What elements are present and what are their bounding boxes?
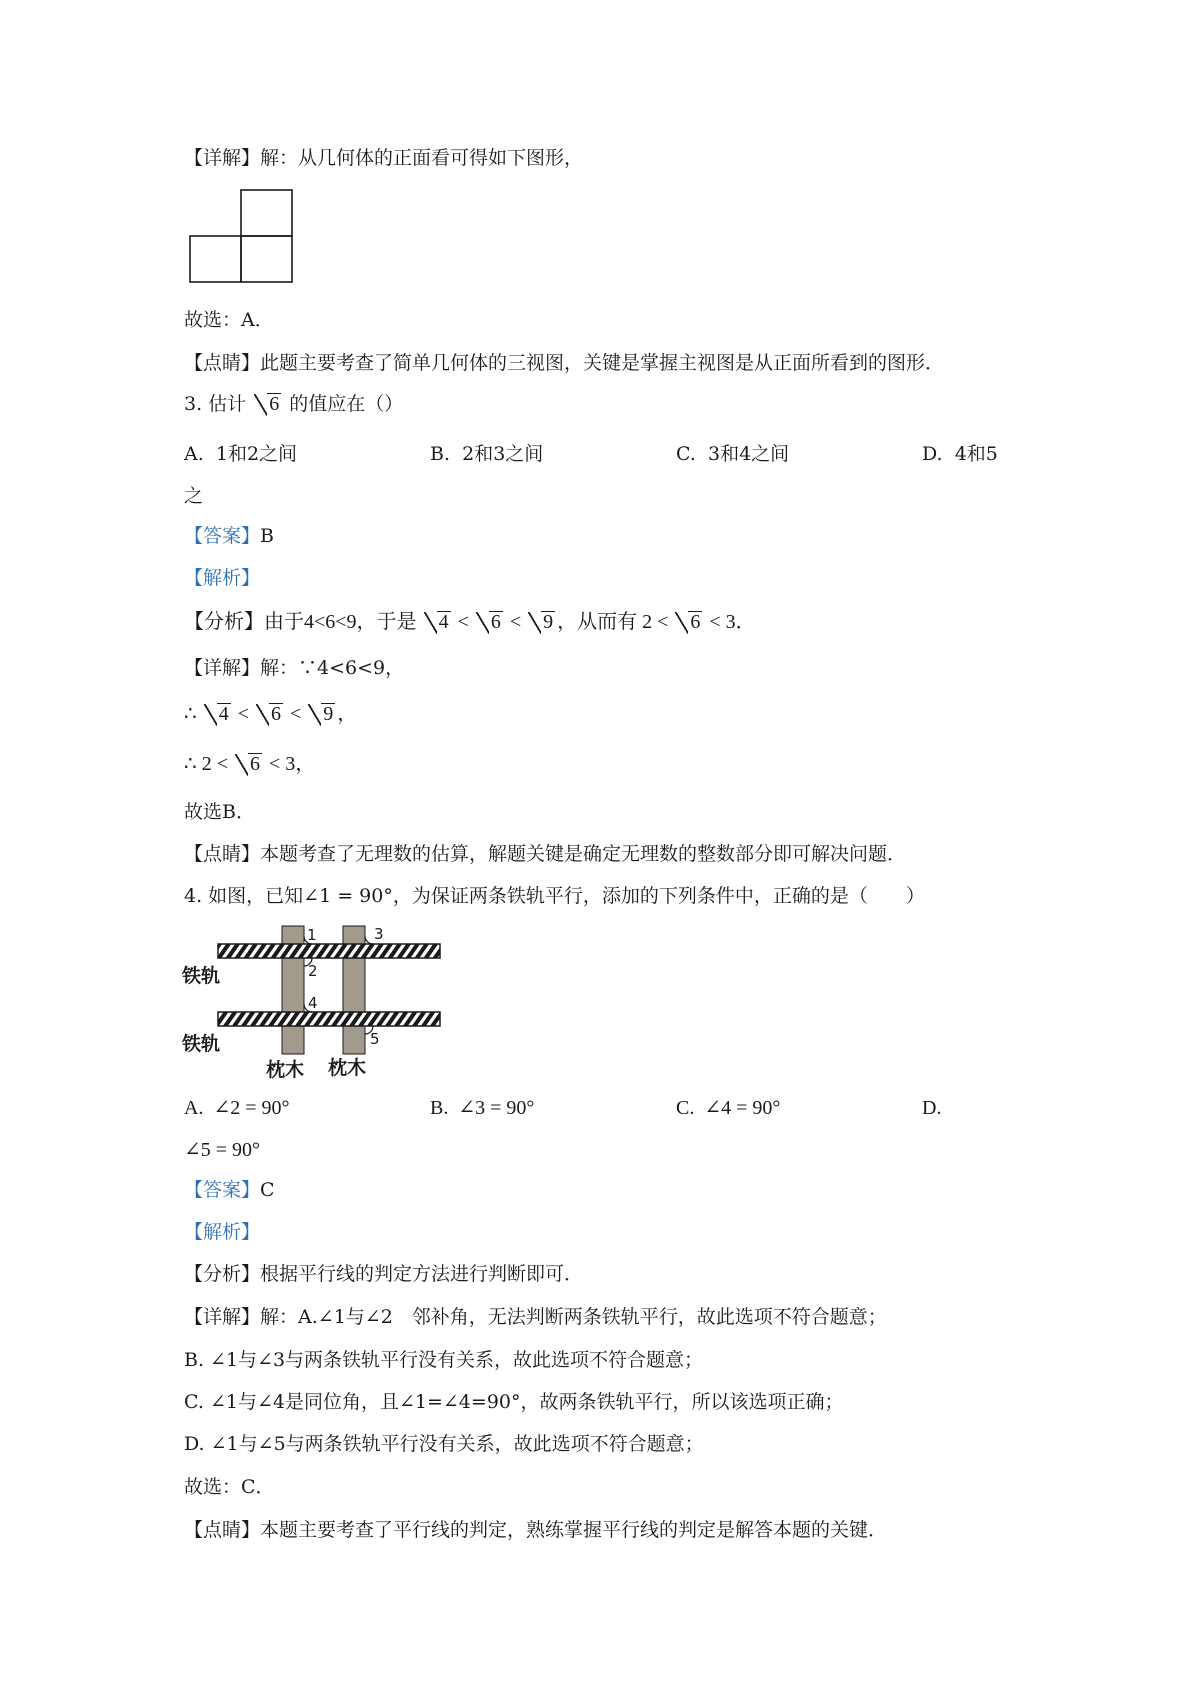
- sqrt-6: 6: [256, 702, 283, 726]
- comment-text: 此题主要考查了简单几何体的三视图，关键是掌握主视图是从正面所看到的图形．: [260, 352, 945, 374]
- sleeper-label-right: 枕木: [328, 1057, 367, 1079]
- rail-bottom: [218, 1012, 440, 1026]
- angle-3-arc: [365, 936, 373, 944]
- stem-pre: 3. 估计: [184, 393, 247, 415]
- detail-tag: 【详解】: [184, 657, 261, 679]
- q4-option-d: D.: [922, 1097, 942, 1119]
- q3-option-b: B. 2和3之间: [430, 443, 544, 465]
- answer-tag: 【答案】: [184, 525, 261, 547]
- sqrt-6: 6: [675, 610, 702, 634]
- q4-detail-c: C. ∠1与∠4是同位角，且∠1=∠4=90°，故两条铁轨平行，所以该选项正确；: [184, 1391, 844, 1413]
- comment-tag: 【点睛】: [184, 843, 261, 865]
- comment-tag: 【点睛】: [184, 352, 261, 374]
- q2-comment-line: [184, 351, 944, 375]
- answer-tag: 【答案】: [184, 1179, 261, 1201]
- q4-choose: 故选：C．: [184, 1476, 275, 1498]
- q4-option-b: B. ∠3 = 90°: [430, 1097, 535, 1119]
- comment-text: 本题考查了无理数的估算，解题关键是确定无理数的整数部分即可解决问题．: [260, 843, 907, 865]
- railway-figure: [180, 920, 450, 1082]
- q4-answer-line: [184, 1178, 275, 1202]
- q3-therefore-1: ∴ 4 < 6 < 9 ，: [184, 703, 358, 725]
- q4-comment-line: [184, 1518, 887, 1542]
- comment-text: 本题主要考查了平行线的判定，熟练掌握平行线的判定是解答本题的关键．: [260, 1519, 888, 1541]
- q4-stem: 4. 如图，已知∠1 = 90°，为保证两条铁轨平行，添加的下列条件中，正确的是（ ）: [184, 885, 925, 907]
- q4-option-c: C. ∠4 = 90°: [676, 1097, 781, 1119]
- sqrt-4: 4: [204, 702, 231, 726]
- answer-value: C: [260, 1179, 275, 1201]
- q3-answer-line: [184, 524, 274, 548]
- q4-analysis-tag: 【解析】: [184, 1221, 261, 1243]
- q3-detail-line: [184, 656, 404, 680]
- fenxi-tag: 【分析】: [184, 1263, 261, 1285]
- square-bottom-right: [241, 236, 292, 282]
- sqrt-6: 6: [235, 752, 262, 776]
- sqrt-6: 6: [254, 392, 281, 416]
- q3-stem: [184, 392, 403, 416]
- q3-therefore-2: ∴ 2 < 6 < 3，: [184, 753, 316, 775]
- q4-detail-b: B. ∠1与∠3与两条铁轨平行没有关系，故此选项不符合题意；: [184, 1349, 704, 1371]
- rail-label-bottom: 铁轨: [182, 1033, 221, 1055]
- stem-post: 的值应在（）: [289, 393, 404, 415]
- angle-label-5: 5: [370, 1030, 380, 1048]
- q4-detail-a: 【详解】解：A.∠1与∠2 邻补角，无法判断两条铁轨平行，故此选项不符合题意；: [184, 1306, 887, 1328]
- comment-tag: 【点睛】: [184, 1519, 261, 1541]
- q2-choose: 故选：A．: [184, 309, 274, 331]
- detail-tag: 【详解】: [184, 147, 261, 169]
- q3-comment-line: [184, 842, 906, 866]
- q4-option-wrap: ∠5 = 90°: [184, 1139, 261, 1161]
- q4-option-a: A. ∠2 = 90°: [184, 1097, 290, 1119]
- q3-option-d: D. 4和5: [922, 443, 998, 465]
- front-view-figure: [188, 188, 298, 284]
- q3-analysis-tag: 【解析】: [184, 567, 261, 589]
- answer-value: B: [260, 525, 274, 547]
- rail-top: [218, 944, 440, 958]
- square-bottom-left: [190, 236, 241, 282]
- sqrt-4: 4: [424, 610, 451, 634]
- detail-text: 解：∵4<6<9，: [260, 657, 405, 679]
- fenxi-tag: 【分析】: [184, 611, 264, 633]
- square-top: [241, 190, 292, 236]
- detail-text: 解：从几何体的正面看可得如下图形，: [260, 147, 584, 169]
- q3-option-c: C. 3和4之间: [676, 443, 790, 465]
- q4-detail-d: D. ∠1与∠5与两条铁轨平行没有关系，故此选项不符合题意；: [184, 1433, 704, 1455]
- q2-detail-line: [184, 146, 583, 170]
- q3-option-a: A. 1和2之间: [184, 443, 298, 465]
- q3-option-wrap: 之: [184, 485, 204, 507]
- angle-label-3: 3: [374, 925, 384, 943]
- angle-label-2: 2: [308, 962, 318, 980]
- fenxi-mid: ，从而有: [557, 611, 638, 633]
- angle-label-1: 1: [307, 926, 317, 944]
- q4-fenxi-line: [184, 1262, 583, 1286]
- q3-choose: 故选B．: [184, 801, 255, 823]
- sqrt-9: 9: [308, 702, 335, 726]
- detail-tag: 【详解】: [184, 1306, 261, 1328]
- sleeper-label-left: 枕木: [266, 1059, 305, 1081]
- rail-label-top: 铁轨: [182, 965, 221, 987]
- q3-fenxi-line: 【分析】由于4<6<9，于是 4 < 6 < 9 ，从而有 2 < 6 < 3．: [184, 611, 756, 633]
- sqrt-6: 6: [476, 610, 503, 634]
- fenxi-text: 根据平行线的判定方法进行判断即可．: [260, 1263, 584, 1285]
- fenxi-pre: 由于4<6<9，于是: [264, 611, 417, 633]
- angle-label-4: 4: [308, 994, 318, 1012]
- sqrt-9: 9: [528, 610, 555, 634]
